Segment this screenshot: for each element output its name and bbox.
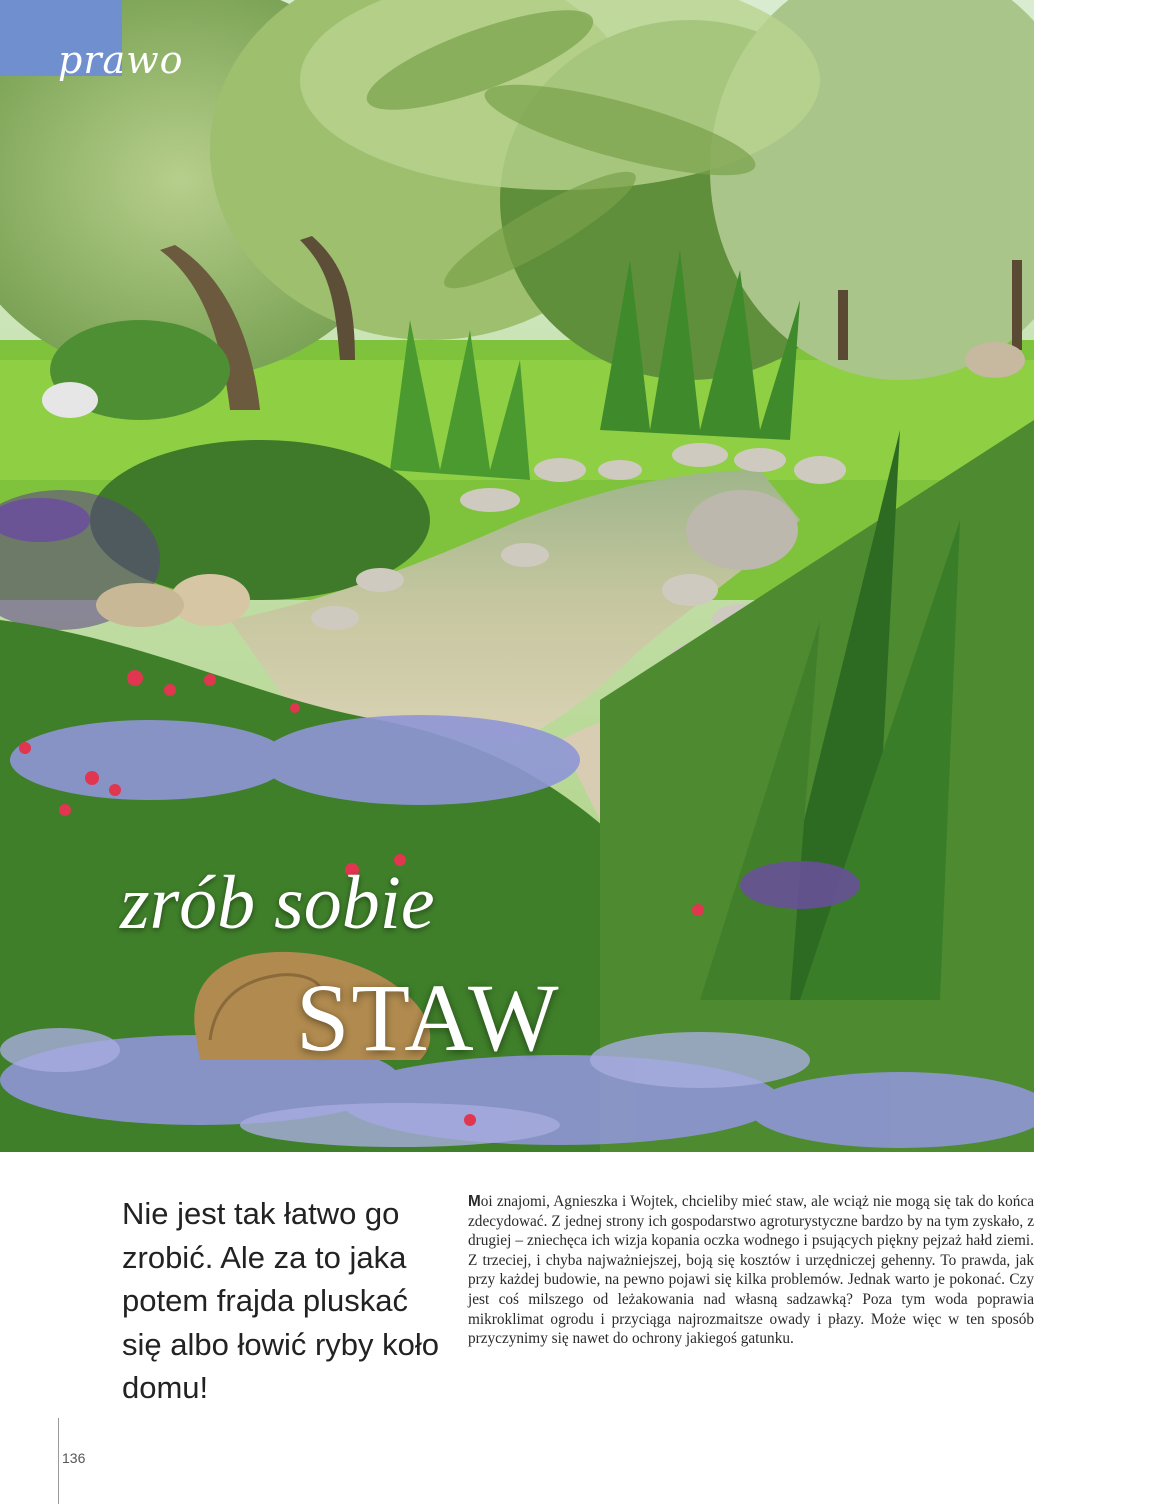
section-label: prawo <box>58 38 184 82</box>
margin-rule <box>58 1418 59 1504</box>
page-number: 136 <box>62 1450 86 1466</box>
body-text: oi znajomi, Agnieszka i Wojtek, chcieliby mieć staw, ale wciąż nie mogą się tak do końca zdecydować. Z jednej strony ich gospodarstwo agroturystyczne bardzo by na tym zyskało, z drugiej – zniechęca ich wizja kopania oczka wodnego i psujących piękny pejzaż hałd ziemi. Z trzeciej, i chyba najważniejszej, boją się kosztów i urzędniczej gehenny. To prawda, jak przy każdej budowie, na pewno pojawi się kilka problemów. Jednak warto je pokonać. Czy jest coś milszego od leżakowania nad własną sadzawką? Poza tym woda poprawia mikroklimat ogrodu i przyciąga najrozmaitsze owady i płazy. Może więc w ten sposób przyczynimy się nawet do ochrony jakiegoś gatunku. <box>468 1193 1034 1348</box>
dropcap: M <box>468 1193 481 1210</box>
article-title-line1: zrób sobie <box>120 861 435 945</box>
article-body <box>468 1192 1034 1349</box>
article-lead: Nie jest tak łatwo go zrobić. Ale za to jaka potem frajda pluskać się albo łowić ryby koło domu! <box>122 1196 440 1405</box>
article-title-line2: STAW <box>296 964 561 1071</box>
